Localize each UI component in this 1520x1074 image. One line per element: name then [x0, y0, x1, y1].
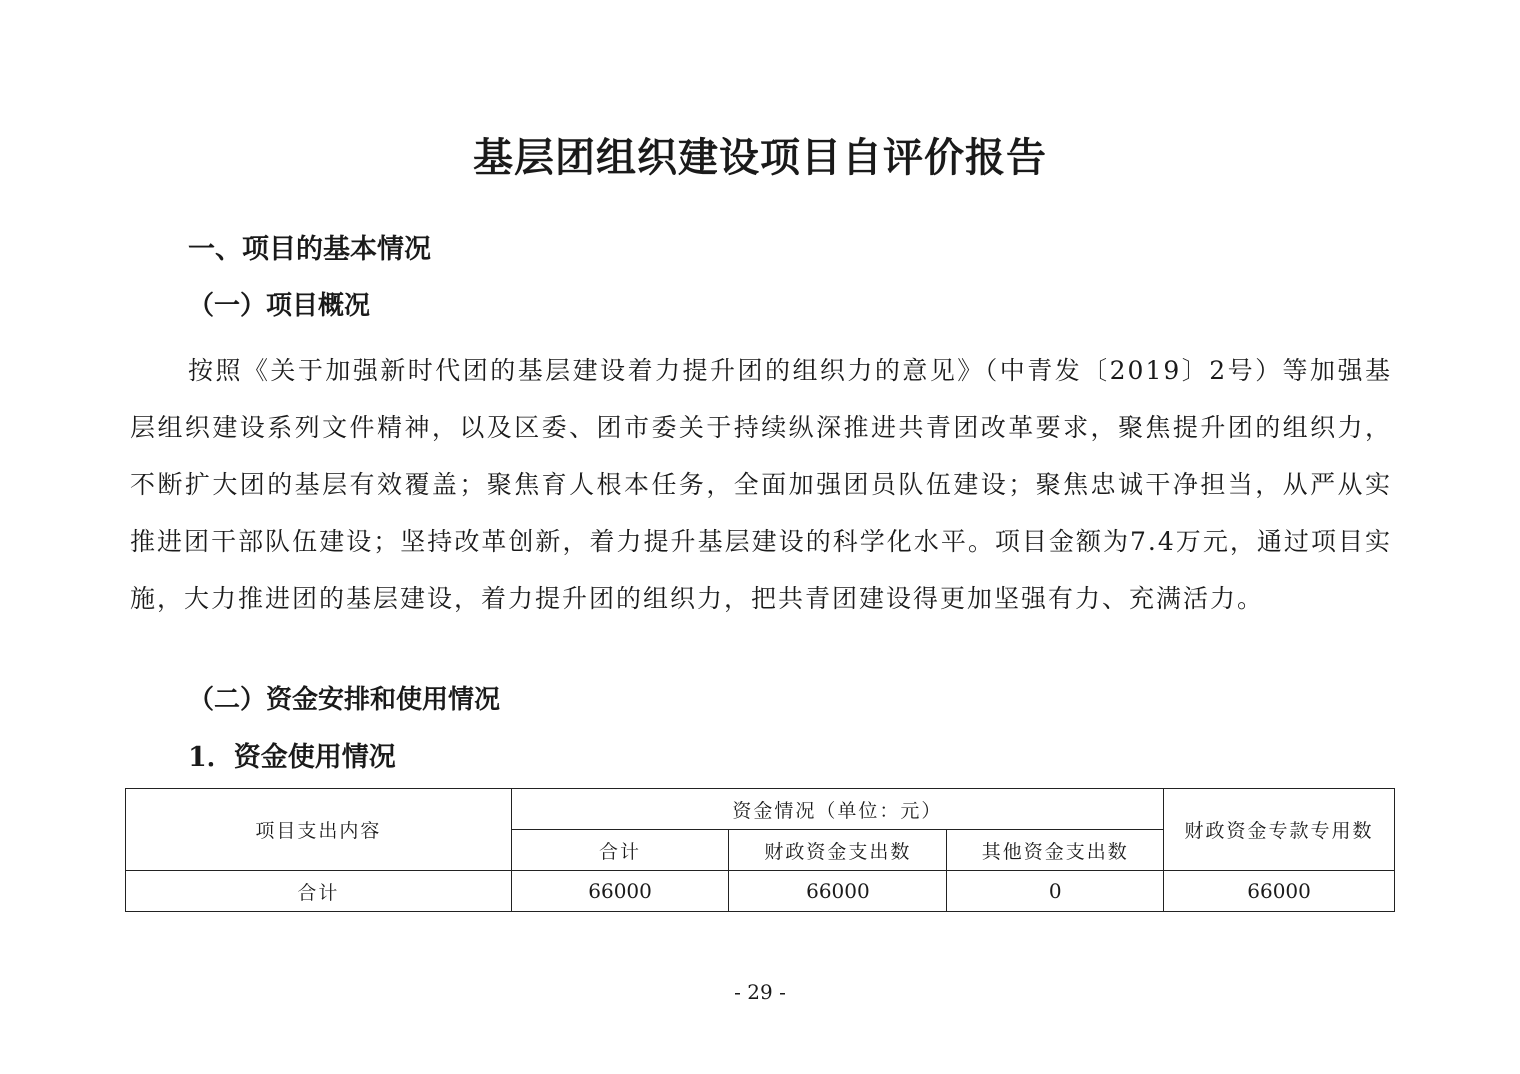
overview-paragraph: 按照《关于加强新时代团的基层建设着力提升团的组织力的意见》（中青发〔2019〕2号）等加强基层组织建设系列文件精神，以及区委、团市委关于持续纵深推进共青团改革要求，聚焦提升团的组织力，不断扩大团的基层有效覆盖；聚焦育人根本任务，全面加强团员队伍建设；聚焦忠诚干净担当，从严从实推进团干部队伍建设；坚持改革创新，着力提升基层建设的科学化水平。项目金额为7.4万元，通过项目实施，大力推进团的基层建设，着力提升团的组织力，把共青团建设得更加坚强有力、充满活力。 [130, 356, 1392, 613]
table-header-row [126, 789, 1395, 830]
row-label-cell: 合计 [126, 871, 512, 912]
subsection-heading-overview: （一）项目概况 [188, 291, 371, 321]
header-total-cell: 合计 [511, 830, 729, 871]
header-other-cell: 其他资金支出数 [947, 830, 1164, 871]
header-fiscal-cell: 财政资金支出数 [729, 830, 947, 871]
page-number: - 29 - [734, 980, 786, 1004]
header-content-cell: 项目支出内容 [126, 789, 512, 871]
table-row [126, 871, 1395, 912]
subsection-heading-funds: （二）资金安排和使用情况 [188, 685, 501, 715]
row-total-cell: 66000 [511, 871, 729, 912]
fund-usage-table [125, 788, 1395, 912]
row-fiscal-cell: 66000 [729, 871, 947, 912]
row-special-cell: 66000 [1164, 871, 1395, 912]
header-special-cell: 财政资金专款专用数 [1164, 789, 1395, 871]
document-title: 基层团组织建设项目自评价报告 [473, 135, 1047, 181]
item-heading-fund-usage: 1．资金使用情况 [188, 742, 396, 773]
section-heading-basic-info: 一、项目的基本情况 [188, 234, 431, 265]
row-other-cell: 0 [947, 871, 1164, 912]
header-fund-group-cell: 资金情况（单位：元） [511, 789, 1163, 830]
